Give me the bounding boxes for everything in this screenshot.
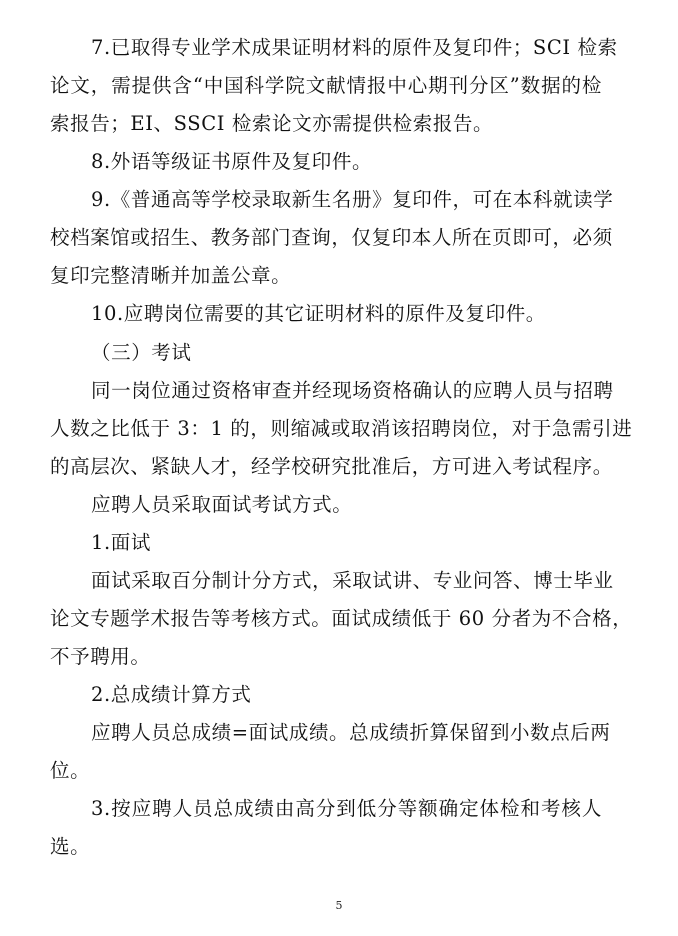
- paragraph-total-score-line-2: 位。: [50, 759, 91, 782]
- item-10-line-1: 10.应聘岗位需要的其它证明材料的原件及复印件。: [91, 302, 546, 325]
- subheading-interview: 1.面试: [91, 531, 152, 554]
- item-7-line-1: 7.已取得专业学术成果证明材料的原件及复印件；SCI 检索: [91, 36, 618, 59]
- paragraph-total-score-line-1: 应聘人员总成绩=面试成绩。总成绩折算保留到小数点后两: [91, 721, 611, 744]
- exam-method-line: 应聘人员采取面试考试方式。: [91, 493, 353, 516]
- paragraph-interview-line-3: 不予聘用。: [50, 645, 151, 668]
- item-9-line-3: 复印完整清晰并加盖公章。: [50, 264, 292, 287]
- page-number: 5: [335, 899, 343, 912]
- paragraph-selection-line-1: 3.按应聘人员总成绩由高分到低分等额确定体检和考核人: [91, 797, 602, 820]
- paragraph-interview-line-1: 面试采取百分制计分方式，采取试讲、专业问答、博士毕业: [91, 569, 614, 592]
- paragraph-ratio-line-3: 的高层次、紧缺人才，经学校研究批准后，方可进入考试程序。: [50, 455, 613, 478]
- subheading-total-score: 2.总成绩计算方式: [91, 683, 252, 706]
- item-9-line-1: 9.《普通高等学校录取新生名册》复印件，可在本科就读学: [91, 188, 614, 211]
- paragraph-selection-line-2: 选。: [50, 835, 91, 858]
- paragraph-interview-line-2: 论文专题学术报告等考核方式。面试成绩低于 60 分者为不合格，: [50, 607, 633, 630]
- item-7-line-3: 索报告；EI、SSCI 检索论文亦需提供检索报告。: [50, 112, 494, 135]
- item-7-line-2: 论文，需提供含“中国科学院文献情报中心期刊分区”数据的检: [50, 74, 602, 97]
- item-8-line-1: 8.外语等级证书原件及复印件。: [91, 150, 373, 173]
- paragraph-ratio-line-1: 同一岗位通过资格审查并经现场资格确认的应聘人员与招聘: [91, 379, 614, 402]
- paragraph-ratio-line-2: 人数之比低于 3：1 的，则缩减或取消该招聘岗位，对于急需引进: [50, 417, 633, 440]
- item-9-line-2: 校档案馆或招生、教务部门查询，仅复印本人所在页即可，必须: [50, 226, 613, 249]
- section-heading-exam: （三）考试: [91, 341, 192, 364]
